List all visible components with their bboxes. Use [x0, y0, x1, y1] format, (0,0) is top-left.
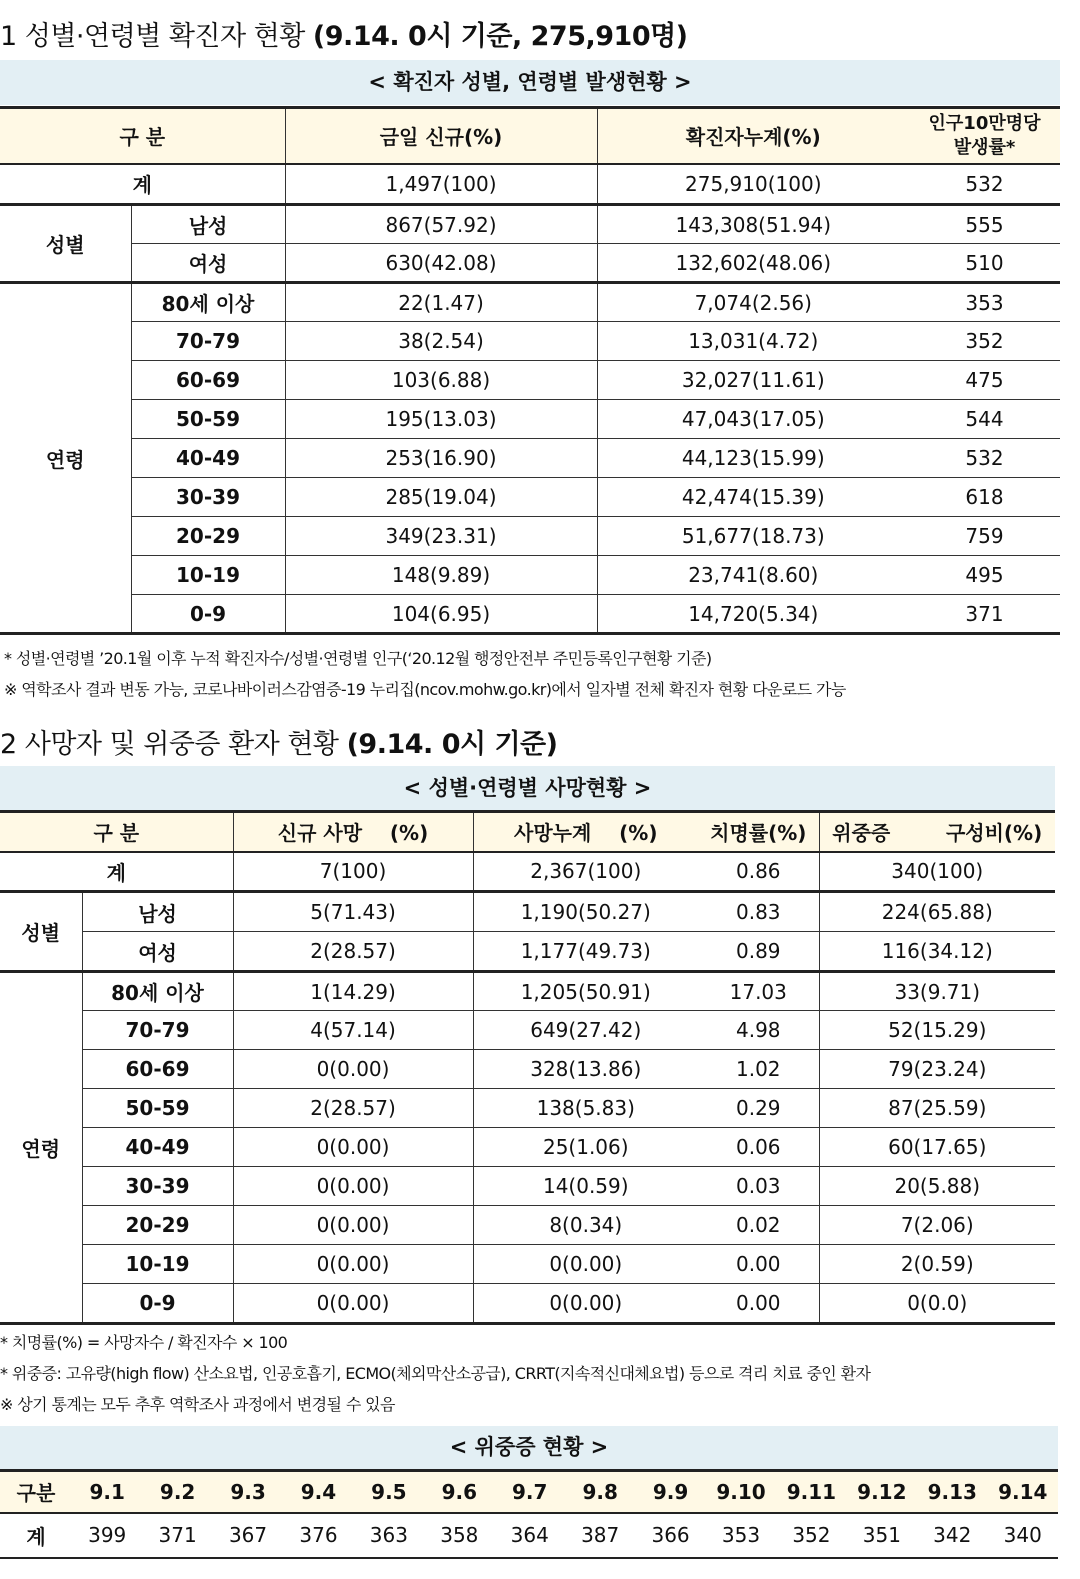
table-row — [0, 517, 1060, 556]
row-label: 50-59 — [131, 400, 285, 439]
row-new: 195(13.03) — [285, 400, 597, 439]
total-severe: 340(100) — [819, 852, 1055, 892]
row-new: 285(19.04) — [285, 478, 597, 517]
date-cell: 9.12 — [847, 1471, 917, 1513]
row-new: 0(0.00) — [233, 1167, 473, 1206]
table-row — [0, 400, 1060, 439]
row-cumulative: 23,741(8.60) — [597, 556, 909, 595]
table-row — [0, 1206, 1055, 1245]
row-rate: 352 — [909, 322, 1060, 361]
row-label: 80세 이상 — [131, 283, 285, 322]
row-cumulative: 138(5.83) — [473, 1089, 698, 1128]
row-cumulative: 132,602(48.06) — [597, 244, 909, 283]
section-1-title — [0, 14, 688, 53]
row-fatality: 0.29 — [698, 1089, 819, 1128]
row-cumulative: 44,123(15.99) — [597, 439, 909, 478]
table-header-row — [0, 812, 1055, 852]
table-row — [0, 556, 1060, 595]
total-fatality: 0.86 — [698, 852, 819, 892]
table-row — [0, 1284, 1055, 1324]
row-new: 0(0.00) — [233, 1128, 473, 1167]
row-fatality: 0.89 — [698, 932, 819, 972]
total-label: 계 — [0, 164, 285, 205]
row-severe: 116(34.12) — [819, 932, 1055, 972]
row-fatality: 0.83 — [698, 892, 819, 932]
value-cell: 364 — [495, 1513, 565, 1558]
row-label: 남성 — [82, 892, 233, 932]
table-row — [0, 972, 1055, 1011]
row-fatality: 0.03 — [698, 1167, 819, 1206]
value-cell: 351 — [847, 1513, 917, 1558]
row-label: 80세 이상 — [82, 972, 233, 1011]
row-label: 70-79 — [131, 322, 285, 361]
row-fatality: 0.00 — [698, 1284, 819, 1324]
row-rate: 371 — [909, 595, 1060, 634]
row-new: 5(71.43) — [233, 892, 473, 932]
date-cell: 9.5 — [354, 1471, 424, 1513]
row-label: 여성 — [82, 932, 233, 972]
deaths-by-sex-age-table — [0, 810, 1055, 1325]
row-severe: 20(5.88) — [819, 1167, 1055, 1206]
table-3-caption: < 위중증 현황 > — [0, 1426, 1058, 1469]
table-row — [0, 439, 1060, 478]
value-cell: 367 — [213, 1513, 283, 1558]
row-rate: 555 — [909, 205, 1060, 244]
date-cell: 9.1 — [72, 1471, 142, 1513]
dates-row — [0, 1471, 1058, 1513]
row-severe: 7(2.06) — [819, 1206, 1055, 1245]
row-new: 253(16.90) — [285, 439, 597, 478]
date-cell: 9.7 — [495, 1471, 565, 1513]
section-2-title-text: 2 사망자 및 위중증 환자 현황 — [0, 729, 347, 760]
row-cumulative: 8(0.34) — [473, 1206, 698, 1245]
row-new: 104(6.95) — [285, 595, 597, 634]
header-category: 구 분 — [0, 812, 233, 852]
date-cell: 9.8 — [565, 1471, 635, 1513]
row-label: 30-39 — [131, 478, 285, 517]
sex-group-label: 성별 — [0, 892, 82, 972]
row-cumulative: 47,043(17.05) — [597, 400, 909, 439]
row-new: 148(9.89) — [285, 556, 597, 595]
value-cell: 340 — [987, 1513, 1058, 1558]
severe-cases-daily-table — [0, 1469, 1058, 1559]
row-fatality: 4.98 — [698, 1011, 819, 1050]
date-cell: 9.9 — [635, 1471, 705, 1513]
row-cumulative: 328(13.86) — [473, 1050, 698, 1089]
value-cell: 399 — [72, 1513, 142, 1558]
row-cumulative: 1,177(49.73) — [473, 932, 698, 972]
table-header-row — [0, 108, 1060, 164]
row-fatality: 1.02 — [698, 1050, 819, 1089]
row-rate: 353 — [909, 283, 1060, 322]
row-new: 0(0.00) — [233, 1206, 473, 1245]
header-fatality: 치명률(%) — [698, 812, 819, 852]
row-label: 30-39 — [82, 1167, 233, 1206]
table-row — [0, 361, 1060, 400]
row-label: 20-29 — [82, 1206, 233, 1245]
value-cell: 342 — [917, 1513, 987, 1558]
row-new: 22(1.47) — [285, 283, 597, 322]
value-cell: 353 — [706, 1513, 776, 1558]
row-cumulative: 42,474(15.39) — [597, 478, 909, 517]
total-row — [0, 852, 1055, 892]
row-cumulative: 25(1.06) — [473, 1128, 698, 1167]
row-label: 20-29 — [131, 517, 285, 556]
row-fatality: 0.00 — [698, 1245, 819, 1284]
table-2-footnote: * 치명률(%) = 사망자수 / 확진자수 × 100 — [0, 1333, 288, 1352]
row-rate: 618 — [909, 478, 1060, 517]
date-cell: 9.13 — [917, 1471, 987, 1513]
row-header: 구분 — [0, 1471, 72, 1513]
table-row — [0, 1050, 1055, 1089]
header-rate — [909, 108, 1060, 164]
row-cumulative: 0(0.00) — [473, 1245, 698, 1284]
row-rate: 475 — [909, 361, 1060, 400]
row-label: 40-49 — [131, 439, 285, 478]
value-cell: 371 — [142, 1513, 212, 1558]
table-row — [0, 1128, 1055, 1167]
row-label: 50-59 — [82, 1089, 233, 1128]
row-new: 103(6.88) — [285, 361, 597, 400]
table-row — [0, 478, 1060, 517]
row-label: 0-9 — [82, 1284, 233, 1324]
row-rate: 759 — [909, 517, 1060, 556]
row-severe: 87(25.59) — [819, 1089, 1055, 1128]
table-row — [0, 1167, 1055, 1206]
row-cumulative: 649(27.42) — [473, 1011, 698, 1050]
row-new: 2(28.57) — [233, 1089, 473, 1128]
row-severe: 60(17.65) — [819, 1128, 1055, 1167]
table-row — [0, 595, 1060, 634]
value-cell: 358 — [424, 1513, 494, 1558]
header-rate-line2: 발생률* — [953, 136, 1016, 158]
row-label: 0-9 — [131, 595, 285, 634]
row-label: 남성 — [131, 205, 285, 244]
row-rate: 532 — [909, 439, 1060, 478]
table-row — [0, 1011, 1055, 1050]
table-2-caption: < 성별·연령별 사망현황 > — [0, 766, 1055, 810]
row-new: 867(57.92) — [285, 205, 597, 244]
row-new: 630(42.08) — [285, 244, 597, 283]
table-row — [0, 1089, 1055, 1128]
row-severe: 0(0.0) — [819, 1284, 1055, 1324]
value-cell: 376 — [283, 1513, 353, 1558]
row-cumulative: 1,205(50.91) — [473, 972, 698, 1011]
date-cell: 9.10 — [706, 1471, 776, 1513]
row-label: 40-49 — [82, 1128, 233, 1167]
row-fatality: 0.02 — [698, 1206, 819, 1245]
row-cumulative: 1,190(50.27) — [473, 892, 698, 932]
header-severe: 위중증 구성비(%) — [819, 812, 1055, 852]
row-new: 1(14.29) — [233, 972, 473, 1011]
date-cell: 9.4 — [283, 1471, 353, 1513]
table-row — [0, 932, 1055, 972]
row-new: 38(2.54) — [285, 322, 597, 361]
row-cumulative: 32,027(11.61) — [597, 361, 909, 400]
row-label: 10-19 — [82, 1245, 233, 1284]
header-category: 구 분 — [0, 108, 285, 164]
value-cell: 363 — [354, 1513, 424, 1558]
table-row — [0, 322, 1060, 361]
section-2-title — [0, 722, 557, 761]
sex-group-label: 성별 — [0, 205, 131, 283]
row-severe: 2(0.59) — [819, 1245, 1055, 1284]
age-group-label: 연령 — [0, 283, 131, 634]
header-new: 금일 신규(%) — [285, 108, 597, 164]
total-cumulative: 2,367(100) — [473, 852, 698, 892]
section-2-title-date: (9.14. 0시 기준) — [346, 729, 558, 760]
total-row — [0, 164, 1060, 205]
row-label: 10-19 — [131, 556, 285, 595]
total-rate: 532 — [909, 164, 1060, 205]
cases-by-sex-age-table — [0, 106, 1060, 635]
totals-row — [0, 1513, 1058, 1558]
table-1-caption: < 확진자 성별, 연령별 발생현황 > — [0, 60, 1060, 105]
row-new: 2(28.57) — [233, 932, 473, 972]
total-label: 계 — [0, 1513, 72, 1558]
row-cumulative: 7,074(2.56) — [597, 283, 909, 322]
row-rate: 510 — [909, 244, 1060, 283]
row-label: 70-79 — [82, 1011, 233, 1050]
row-cumulative: 0(0.00) — [473, 1284, 698, 1324]
row-new: 0(0.00) — [233, 1050, 473, 1089]
total-label: 계 — [0, 852, 233, 892]
date-cell: 9.14 — [987, 1471, 1058, 1513]
date-cell: 9.2 — [142, 1471, 212, 1513]
section-1-title-date: (9.14. 0시 기준, 275,910명) — [312, 21, 688, 52]
date-cell: 9.11 — [776, 1471, 846, 1513]
row-cumulative: 143,308(51.94) — [597, 205, 909, 244]
row-rate: 495 — [909, 556, 1060, 595]
row-rate: 544 — [909, 400, 1060, 439]
row-fatality: 0.06 — [698, 1128, 819, 1167]
row-cumulative: 14,720(5.34) — [597, 595, 909, 634]
row-severe: 224(65.88) — [819, 892, 1055, 932]
row-cumulative: 14(0.59) — [473, 1167, 698, 1206]
total-cumulative: 275,910(100) — [597, 164, 909, 205]
row-severe: 52(15.29) — [819, 1011, 1055, 1050]
row-severe: 33(9.71) — [819, 972, 1055, 1011]
row-cumulative: 51,677(18.73) — [597, 517, 909, 556]
value-cell: 387 — [565, 1513, 635, 1558]
header-cumulative-deaths: 사망누계 (%) — [473, 812, 698, 852]
row-label: 60-69 — [131, 361, 285, 400]
row-cumulative: 13,031(4.72) — [597, 322, 909, 361]
header-new-deaths: 신규 사망 (%) — [233, 812, 473, 852]
total-new: 1,497(100) — [285, 164, 597, 205]
row-new: 0(0.00) — [233, 1245, 473, 1284]
total-new: 7(100) — [233, 852, 473, 892]
table-1-footnote: * 성별·연령별 ’20.1월 이후 누적 확진자수/성별·연령별 인구(‘20.12월 행정안전부 주민등록인구현황 기준) — [4, 649, 712, 668]
row-fatality: 17.03 — [698, 972, 819, 1011]
row-label: 60-69 — [82, 1050, 233, 1089]
row-new: 4(57.14) — [233, 1011, 473, 1050]
value-cell: 352 — [776, 1513, 846, 1558]
table-row — [0, 1245, 1055, 1284]
table-row — [0, 892, 1055, 932]
date-cell: 9.6 — [424, 1471, 494, 1513]
table-2-footnote: * 위중증: 고유량(high flow) 산소요법, 인공호흡기, ECMO(체외막산소공급), CRRT(지속적신대체요법) 등으로 격리 치료 중인 환자 — [0, 1364, 871, 1383]
table-row — [0, 283, 1060, 322]
row-label: 여성 — [131, 244, 285, 283]
table-2-footnote: ※ 상기 통계는 모두 추후 역학조사 과정에서 변경될 수 있음 — [0, 1395, 395, 1414]
header-rate-line1: 인구10만명당 — [928, 112, 1041, 134]
table-row — [0, 244, 1060, 283]
value-cell: 366 — [635, 1513, 705, 1558]
row-new: 349(23.31) — [285, 517, 597, 556]
row-new: 0(0.00) — [233, 1284, 473, 1324]
table-row — [0, 205, 1060, 244]
section-1-title-text: 1 성별·연령별 확진자 현황 — [0, 21, 313, 52]
age-group-label: 연령 — [0, 972, 82, 1324]
date-cell: 9.3 — [213, 1471, 283, 1513]
header-cumulative: 확진자누계(%) — [597, 108, 909, 164]
row-severe: 79(23.24) — [819, 1050, 1055, 1089]
table-1-footnote: ※ 역학조사 결과 변동 가능, 코로나바이러스감염증-19 누리집(ncov.mohw.go.kr)에서 일자별 전체 확진자 현황 다운로드 가능 — [4, 680, 846, 699]
